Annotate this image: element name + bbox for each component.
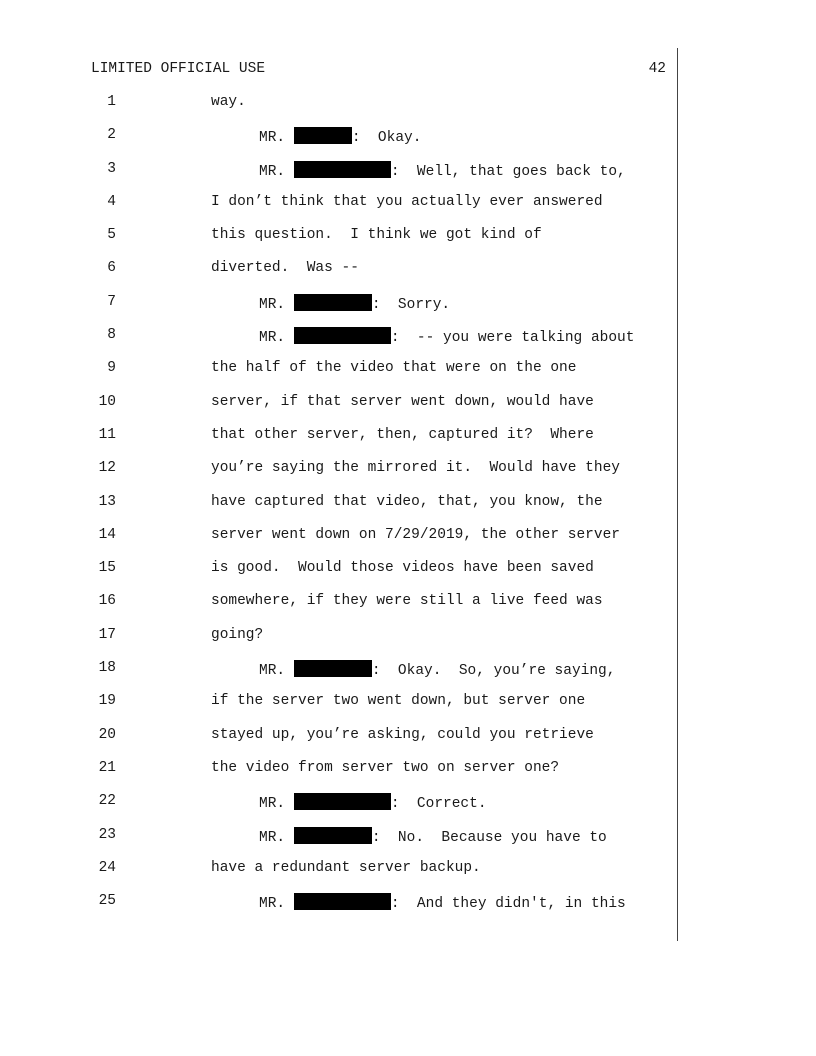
line-number: 22 (98, 793, 116, 810)
line-text (211, 727, 594, 743)
line-text (211, 593, 603, 609)
redaction-block (294, 327, 391, 344)
line-text-segment: : Correct. (390, 796, 487, 813)
line-text-segment: the video from server two on server one? (211, 759, 560, 776)
transcript-line (0, 693, 816, 726)
line-text-segment: MR. (259, 829, 294, 846)
line-text-segment: : -- you were talking about (390, 330, 635, 347)
line-text (211, 360, 576, 376)
line-text-segment: is good. Would those videos have been saved (211, 560, 594, 577)
line-text-segment: I don’t think that you actually ever answered (211, 193, 603, 210)
transcript-line (0, 793, 816, 826)
line-text-segment: MR. (259, 296, 294, 313)
line-text (211, 527, 620, 543)
redaction-block (294, 127, 352, 144)
line-number: 24 (98, 859, 116, 876)
line-text (259, 793, 487, 812)
redaction-block (294, 660, 372, 677)
line-number: 20 (98, 726, 116, 743)
page-number: 42 (648, 61, 666, 77)
line-number: 6 (107, 260, 116, 277)
line-number: 3 (107, 160, 116, 177)
line-text (211, 194, 603, 210)
transcript-line (0, 194, 816, 227)
transcript-line (0, 827, 816, 860)
redaction-block (294, 793, 391, 810)
transcript-line (0, 560, 816, 593)
redaction-block (294, 294, 372, 311)
line-text-segment: have a redundant server backup. (211, 859, 481, 876)
line-text-segment: going? (211, 626, 264, 643)
line-number: 2 (107, 127, 116, 144)
transcript-line (0, 727, 816, 760)
line-text-segment: have captured that video, that, you know, the (211, 493, 603, 510)
line-text (259, 660, 615, 679)
transcript-line (0, 94, 816, 127)
line-text (211, 427, 594, 443)
redaction-block (294, 827, 372, 844)
line-text (211, 394, 594, 410)
line-number: 15 (98, 560, 116, 577)
line-number: 19 (98, 693, 116, 710)
redaction-block (294, 893, 391, 910)
classification-marking: LIMITED OFFICIAL USE (91, 61, 266, 77)
line-text-segment: : No. Because you have to (371, 829, 607, 846)
line-text-segment: you’re saying the mirrored it. Would have they (211, 460, 620, 477)
line-text (211, 227, 542, 243)
transcript-line (0, 327, 816, 360)
line-text (211, 260, 359, 276)
transcript-line (0, 494, 816, 527)
line-number: 25 (98, 893, 116, 910)
transcript-line (0, 893, 816, 926)
line-text-segment: if the server two went down, but server one (211, 693, 586, 710)
line-text (211, 560, 594, 576)
line-number: 8 (107, 327, 116, 344)
line-text (211, 94, 246, 110)
line-text-segment: diverted. Was -- (211, 260, 359, 277)
transcript-line (0, 161, 816, 194)
line-text (259, 294, 450, 313)
line-number: 10 (98, 393, 116, 410)
line-text (211, 627, 263, 643)
line-number: 14 (98, 526, 116, 543)
line-number: 21 (98, 759, 116, 776)
line-number: 9 (107, 360, 116, 377)
line-text (259, 827, 607, 846)
line-number: 13 (98, 493, 116, 510)
transcript-line (0, 427, 816, 460)
line-text (259, 161, 626, 180)
line-text-segment: : And they didn't, in this (390, 896, 626, 913)
transcript-line (0, 460, 816, 493)
line-text-segment: way. (211, 94, 246, 110)
line-text-segment: : Well, that goes back to, (390, 163, 626, 180)
line-text-segment: that other server, then, captured it? Where (211, 426, 594, 443)
line-number: 7 (107, 293, 116, 310)
line-text (211, 460, 620, 476)
line-text-segment: MR. (259, 796, 294, 813)
line-text (211, 693, 585, 709)
line-text-segment: MR. (259, 663, 294, 680)
redaction-block (294, 161, 391, 178)
transcript-lines (0, 94, 816, 926)
line-number: 4 (107, 193, 116, 210)
line-text-segment: server, if that server went down, would have (211, 393, 594, 410)
transcript-line (0, 593, 816, 626)
line-text-segment: the half of the video that were on the one (211, 360, 577, 377)
line-text-segment: : Sorry. (371, 296, 451, 313)
line-number: 1 (107, 94, 116, 110)
transcript-line (0, 760, 816, 793)
line-text-segment: MR. (259, 130, 294, 147)
line-number: 16 (98, 593, 116, 610)
line-text-segment: : Okay. So, you’re saying, (371, 663, 616, 680)
transcript-line (0, 860, 816, 893)
transcript-line (0, 360, 816, 393)
line-text (211, 494, 603, 510)
transcript-line (0, 260, 816, 293)
line-number: 18 (98, 660, 116, 677)
transcript-line (0, 227, 816, 260)
transcript-line (0, 294, 816, 327)
line-text (211, 860, 481, 876)
line-text-segment: this question. I think we got kind of (211, 227, 542, 244)
line-text (211, 760, 559, 776)
transcript-line (0, 660, 816, 693)
transcript-line (0, 127, 816, 160)
line-text-segment: : Okay. (351, 130, 422, 147)
transcript-line (0, 627, 816, 660)
line-number: 17 (98, 626, 116, 643)
line-text-segment: MR. (259, 330, 294, 347)
transcript-line (0, 394, 816, 427)
line-text-segment: stayed up, you’re asking, could you retrieve (211, 726, 594, 743)
transcript-line (0, 527, 816, 560)
line-text-segment: MR. (259, 163, 294, 180)
line-number: 23 (98, 826, 116, 843)
line-text (259, 893, 626, 912)
line-text-segment: somewhere, if they were still a live feed was (211, 593, 603, 610)
line-text (259, 327, 634, 346)
line-number: 12 (98, 460, 116, 477)
line-number: 5 (107, 227, 116, 244)
line-text-segment: server went down on 7/29/2019, the other server (211, 526, 620, 543)
line-text-segment: MR. (259, 896, 294, 913)
line-number: 11 (98, 426, 116, 443)
line-text (259, 127, 421, 146)
